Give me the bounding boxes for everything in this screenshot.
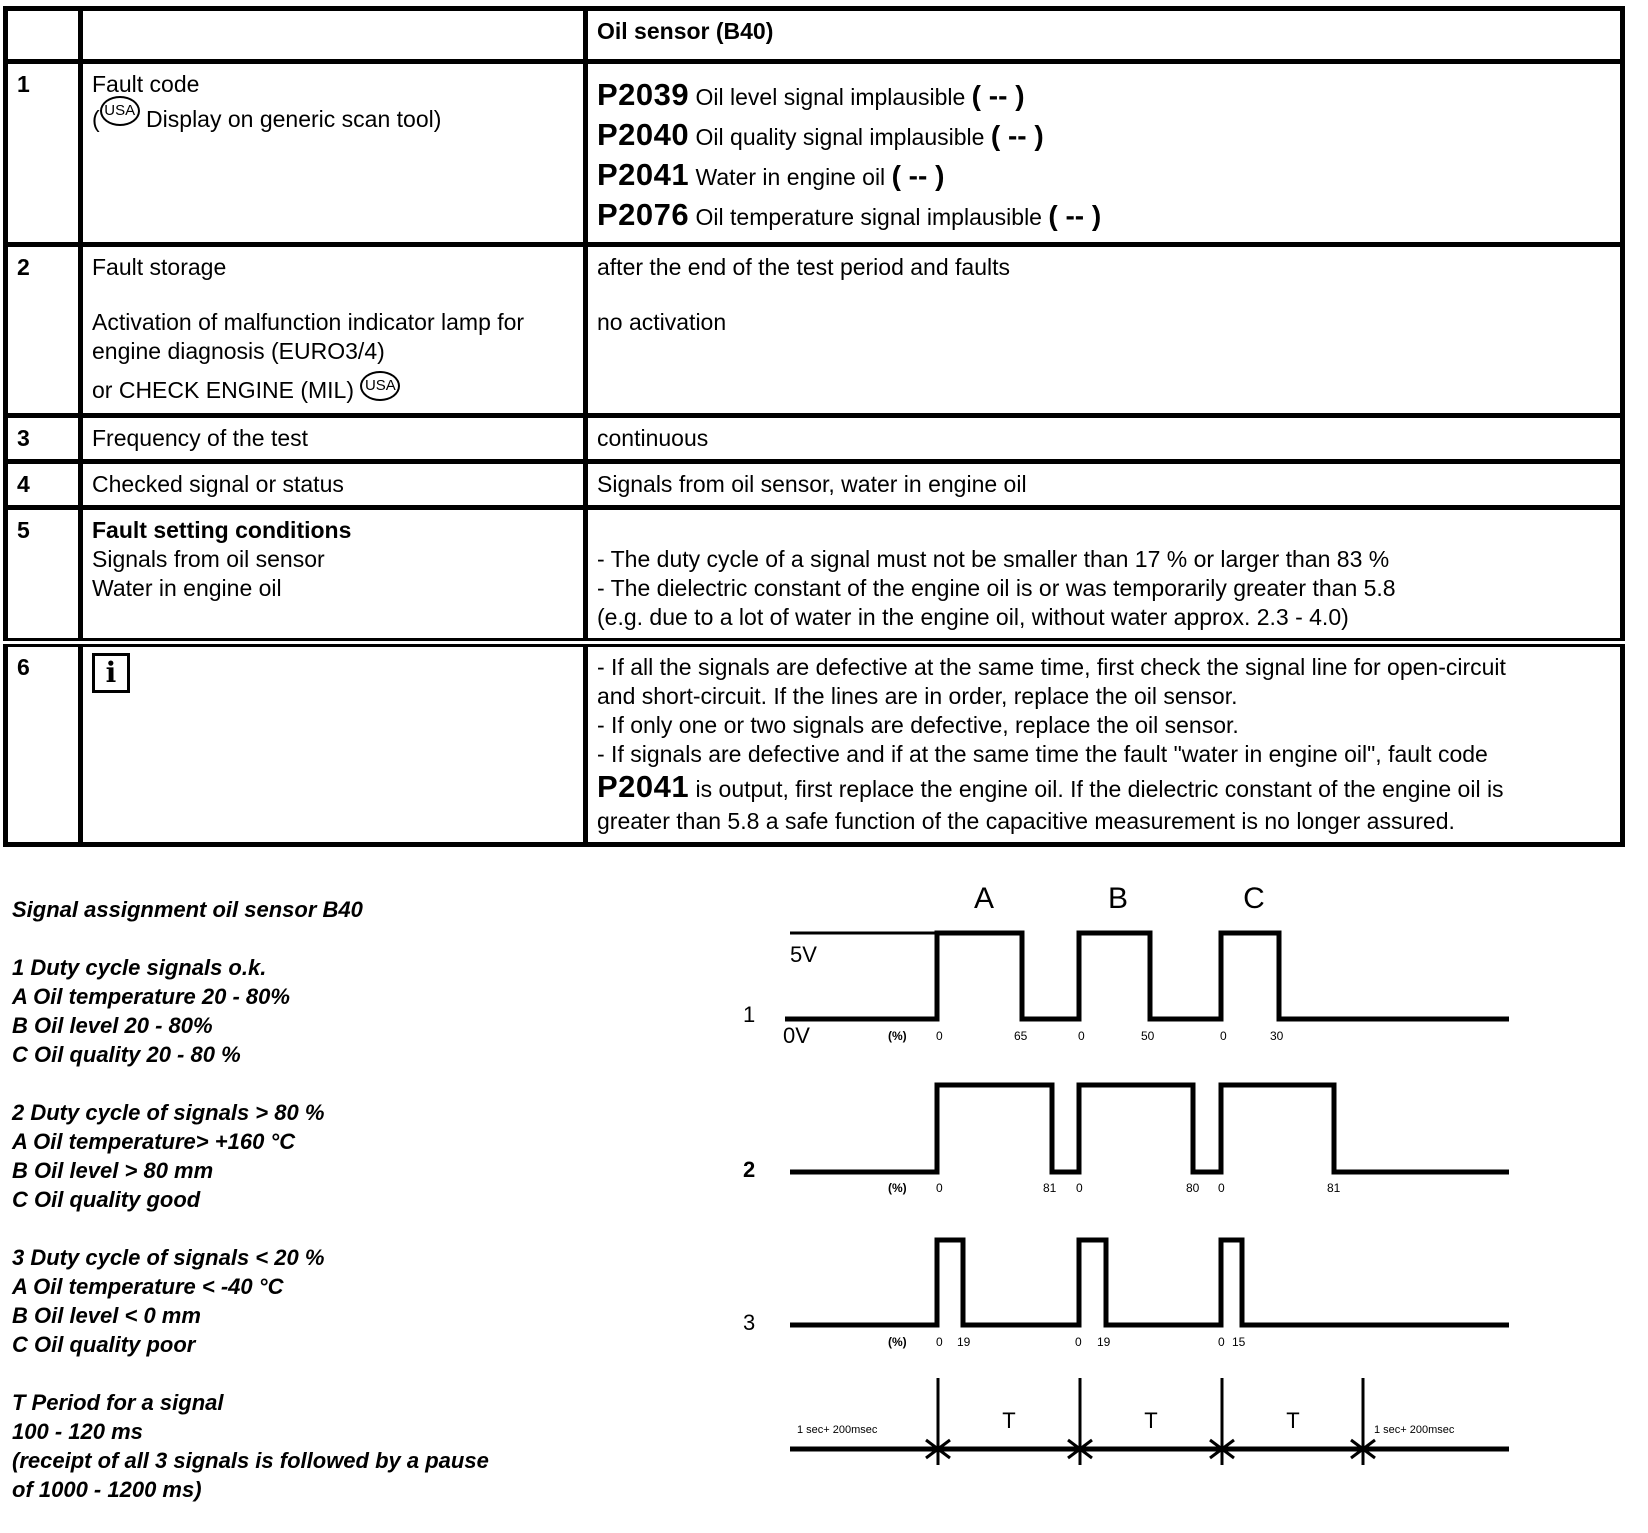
row-number: 6 (6, 642, 81, 844)
channel-label-b: B (1107, 882, 1129, 915)
row-value: continuous (586, 415, 1623, 461)
fault-storage-label: Fault storage (92, 254, 227, 280)
tick: 81 (1327, 1181, 1341, 1195)
fault-storage-value: after the end of the test period and faults (597, 254, 1011, 280)
fault-code-description: Oil quality signal implausible (695, 124, 985, 150)
period-label: T (1002, 1408, 1016, 1433)
legend-line: A Oil temperature 20 - 80% (12, 984, 290, 1009)
condition-line: - The dielectric constant of the engine oil is or was temporarily greater than 5.8 (597, 574, 1396, 601)
row-number: 1 (6, 62, 81, 245)
legend-line: 100 - 120 ms (12, 1419, 143, 1444)
period-label: T (1286, 1408, 1300, 1433)
trace-1-label: 1 (743, 1002, 756, 1027)
mil-activation-value: no activation (597, 309, 727, 335)
info-line: and short-circuit. If the lines are in order, replace the oil sensor. (597, 682, 1238, 709)
legend-line: C Oil quality poor (12, 1332, 196, 1357)
tick: 81 (1043, 1181, 1057, 1195)
fault-code-description: Oil level signal implausible (695, 84, 966, 110)
info-text: is output, first replace the engine oil. If the dielectric constant of the engine oil is (689, 775, 1504, 802)
legend-line: A Oil temperature < -40 °C (12, 1274, 284, 1299)
tick: 0 (1078, 1029, 1085, 1043)
percent-unit: (%) (888, 1335, 907, 1349)
row-number: 4 (6, 461, 81, 507)
trace-1-waveform (785, 933, 1509, 1019)
check-engine-label: or CHECK ENGINE (MIL) (92, 377, 354, 403)
fault-setting-title: Fault setting conditions (92, 516, 352, 543)
channel-label-a: A (973, 882, 995, 915)
tick: 19 (1097, 1335, 1111, 1349)
fault-code-paren: ( -- ) (1048, 200, 1102, 231)
tick: 0 (1076, 1181, 1083, 1195)
legend-line: C Oil quality good (12, 1187, 201, 1212)
fault-code-paren: ( -- ) (891, 160, 945, 191)
row-label: Frequency of the test (81, 415, 586, 461)
row-number: 2 (6, 245, 81, 416)
trace-2-label: 2 (743, 1157, 756, 1182)
legend-line: T Period for a signal (12, 1390, 224, 1415)
period-label: T (1144, 1408, 1158, 1433)
mil-activation-label: Activation of malfunction indicator lamp for engine diagnosis (EURO3/4) (92, 309, 525, 364)
fault-code: P2040 (597, 117, 690, 152)
info-line: greater than 5.8 a safe function of the capacitive measurement is no longer assured. (597, 807, 1455, 834)
tick: 0 (1075, 1335, 1082, 1349)
legend-line: A Oil temperature> +160 °C (12, 1129, 296, 1154)
legend-line: 1 Duty cycle signals o.k. (12, 955, 267, 980)
legend-title: Signal assignment oil sensor B40 (12, 897, 363, 922)
fault-setting-line: Signals from oil sensor (92, 545, 325, 572)
paren-open: ( (92, 106, 100, 132)
scan-tool-text: Display on generic scan tool) (139, 106, 442, 132)
voltage-low-label: 0V (783, 1023, 810, 1048)
legend-line: C Oil quality 20 - 80 % (12, 1042, 241, 1067)
tick: 15 (1232, 1335, 1246, 1349)
tick: 0 (936, 1029, 943, 1043)
tick: 30 (1270, 1029, 1284, 1043)
row-label: Checked signal or status (81, 461, 586, 507)
legend-line: of 1000 - 1200 ms) (12, 1477, 202, 1502)
tick: 0 (1218, 1181, 1225, 1195)
legend-line: B Oil level > 80 mm (12, 1158, 214, 1183)
usa-badge-icon: USA (100, 96, 140, 126)
tick: 0 (1218, 1335, 1225, 1349)
fault-code: P2041 (597, 768, 690, 804)
legend-line: 3 Duty cycle of signals < 20 % (12, 1245, 325, 1270)
row-value: Signals from oil sensor, water in engine oil (586, 461, 1623, 507)
fault-code-description: Oil temperature signal implausible (695, 204, 1042, 230)
fault-setting-line: Water in engine oil (92, 574, 282, 601)
info-line: - If only one or two signals are defective, replace the oil sensor. (597, 711, 1239, 738)
fault-code: P2041 (597, 157, 690, 192)
percent-unit: (%) (888, 1029, 907, 1043)
voltage-high-label: 5V (790, 942, 817, 967)
legend-line: B Oil level 20 - 80% (12, 1013, 213, 1038)
trace-2-waveform (790, 1085, 1509, 1172)
info-icon: i (92, 653, 130, 693)
tick: 80 (1186, 1181, 1200, 1195)
tick: 0 (936, 1181, 943, 1195)
condition-line: - The duty cycle of a signal must not be smaller than 17 % or larger than 83 % (597, 545, 1390, 572)
percent-unit: (%) (888, 1181, 907, 1195)
fault-code: P2076 (597, 197, 690, 232)
tick: 19 (957, 1335, 971, 1349)
trace-3-waveform (790, 1240, 1509, 1325)
info-line: - If signals are defective and if at the same time the fault "water in engine oil", fault code (597, 740, 1488, 767)
fault-code-label: Fault code (92, 71, 200, 97)
trace-3-label: 3 (743, 1310, 756, 1335)
row-number: 3 (6, 415, 81, 461)
fault-code: P2039 (597, 77, 690, 112)
row-number: 5 (6, 507, 81, 642)
info-line: - If all the signals are defective at the same time, first check the signal line for open-circuit (597, 653, 1506, 680)
tick: 0 (1220, 1029, 1227, 1043)
legend-line: B Oil level < 0 mm (12, 1303, 201, 1328)
condition-line: (e.g. due to a lot of water in the engine oil, without water approx. 2.3 - 4.0) (597, 603, 1349, 630)
fault-code-description: Water in engine oil (695, 164, 886, 190)
pause-label-right: 1 sec+ 200msec (1374, 1424, 1455, 1436)
legend-line: (receipt of all 3 signals is followed by a pause (12, 1448, 489, 1473)
tick: 50 (1141, 1029, 1155, 1043)
tick: 0 (936, 1335, 943, 1349)
tick: 65 (1014, 1029, 1028, 1043)
header-component-title: Oil sensor (B40) (586, 9, 1623, 62)
fault-code-paren: ( -- ) (971, 80, 1025, 111)
fault-code-paren: ( -- ) (990, 120, 1044, 151)
pause-label-left: 1 sec+ 200msec (797, 1424, 878, 1436)
channel-label-c: C (1243, 882, 1265, 915)
legend-line: 2 Duty cycle of signals > 80 % (12, 1100, 325, 1125)
usa-badge-icon: USA (360, 371, 400, 401)
